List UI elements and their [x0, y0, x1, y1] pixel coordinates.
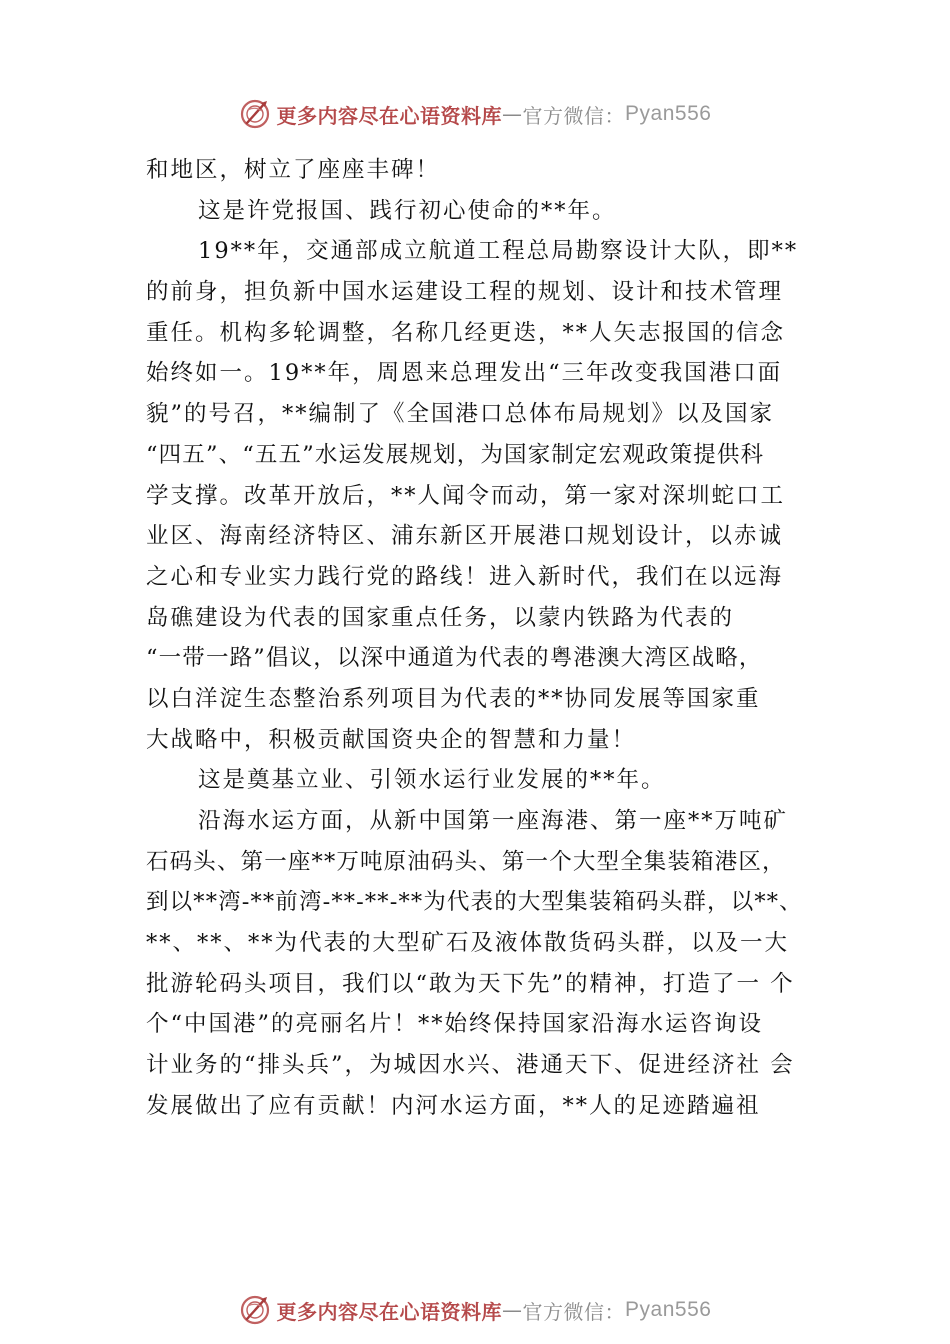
body-line: 计业务的“排头兵”，为城因水兴、港通天下、促进经济社 会	[146, 1052, 795, 1079]
header-watermark	[0, 94, 950, 134]
body-line: 始终如一。19**年，周恩来总理发出“三年改变我国港口面	[146, 360, 783, 387]
header-dash: —	[502, 102, 523, 126]
body-line: 到以**湾-**前湾-**-**-**为代表的大型集装箱码头群，以**、	[146, 889, 803, 916]
body-line: 和地区，树立了座座丰碑！	[146, 157, 441, 183]
brand-logo-icon	[239, 97, 273, 131]
body-line: “四五”、“五五”水运发展规划，为国家制定宏观政策提供科	[146, 441, 765, 468]
paragraph-line: 这是奠基立业、引领水运行业发展的**年。	[198, 767, 666, 794]
body-line: 岛礁建设为代表的国家重点任务，以蒙内铁路为代表的	[146, 604, 735, 631]
footer-account-label: 官方微信：	[522, 1299, 626, 1324]
header-brand-text: 更多内容尽在心语资料库	[276, 103, 503, 128]
brand-logo-icon	[239, 1293, 273, 1327]
paragraph-line: 这是许党报国、践行初心使命的**年。	[198, 197, 617, 224]
body-line: 发展做出了应有贡献！内河水运方面，**人的足迹踏遍祖	[146, 1092, 761, 1119]
body-line: 貌”的号召，**编制了《全国港口总体布局规划》以及国家	[146, 401, 775, 428]
header-account-id: Pyan556	[625, 102, 712, 125]
header-watermark-text	[277, 100, 712, 129]
body-line: 批游轮码头项目，我们以“敢为天下先”的精神，打造了一 个	[146, 970, 795, 997]
paragraph-line: 19**年，交通部成立航道工程总局勘察设计大队，即**	[198, 238, 799, 265]
footer-dash: —	[502, 1298, 523, 1322]
body-line: 石码头、第一座**万吨原油码头、第一个大型全集装箱港区，	[146, 848, 786, 875]
body-line: 之心和专业实力践行党的路线！进入新时代，我们在以远海	[146, 563, 784, 590]
body-line: “一带一路”倡议，以深中通道为代表的粤港澳大湾区战略，	[146, 645, 763, 672]
body-line: 业区、海南经济特区、浦东新区开展港口规划设计，以赤诚	[146, 523, 784, 550]
body-line: 大战略中，积极贡献国资央企的智慧和力量！	[146, 726, 637, 753]
footer-brand-text: 更多内容尽在心语资料库	[276, 1299, 503, 1324]
footer-watermark-text	[277, 1296, 712, 1325]
body-line: 个“中国港”的亮丽名片！**始终保持国家沿海水运咨询设	[146, 1011, 764, 1038]
body-line: **、**、**为代表的大型矿石及液体散货码头群，以及一大	[146, 930, 790, 957]
body-line: 的前身，担负新中国水运建设工程的规划、设计和技术管理	[146, 279, 784, 306]
paragraph-line: 沿海水运方面，从新中国第一座海港、第一座**万吨矿	[198, 808, 789, 834]
body-line: 以白洋淀生态整治系列项目为代表的**协同发展等国家重	[146, 685, 761, 712]
header-account-label: 官方微信：	[522, 103, 626, 128]
footer-watermark	[0, 1290, 950, 1330]
footer-account-id: Pyan556	[625, 1298, 712, 1321]
body-line: 学支撑。改革开放后，**人闻令而动，第一家对深圳蛇口工	[146, 482, 786, 509]
document-body	[146, 150, 818, 1127]
body-line: 重任。机构多轮调整，名称几经更迭，**人矢志报国的信念	[146, 319, 786, 346]
